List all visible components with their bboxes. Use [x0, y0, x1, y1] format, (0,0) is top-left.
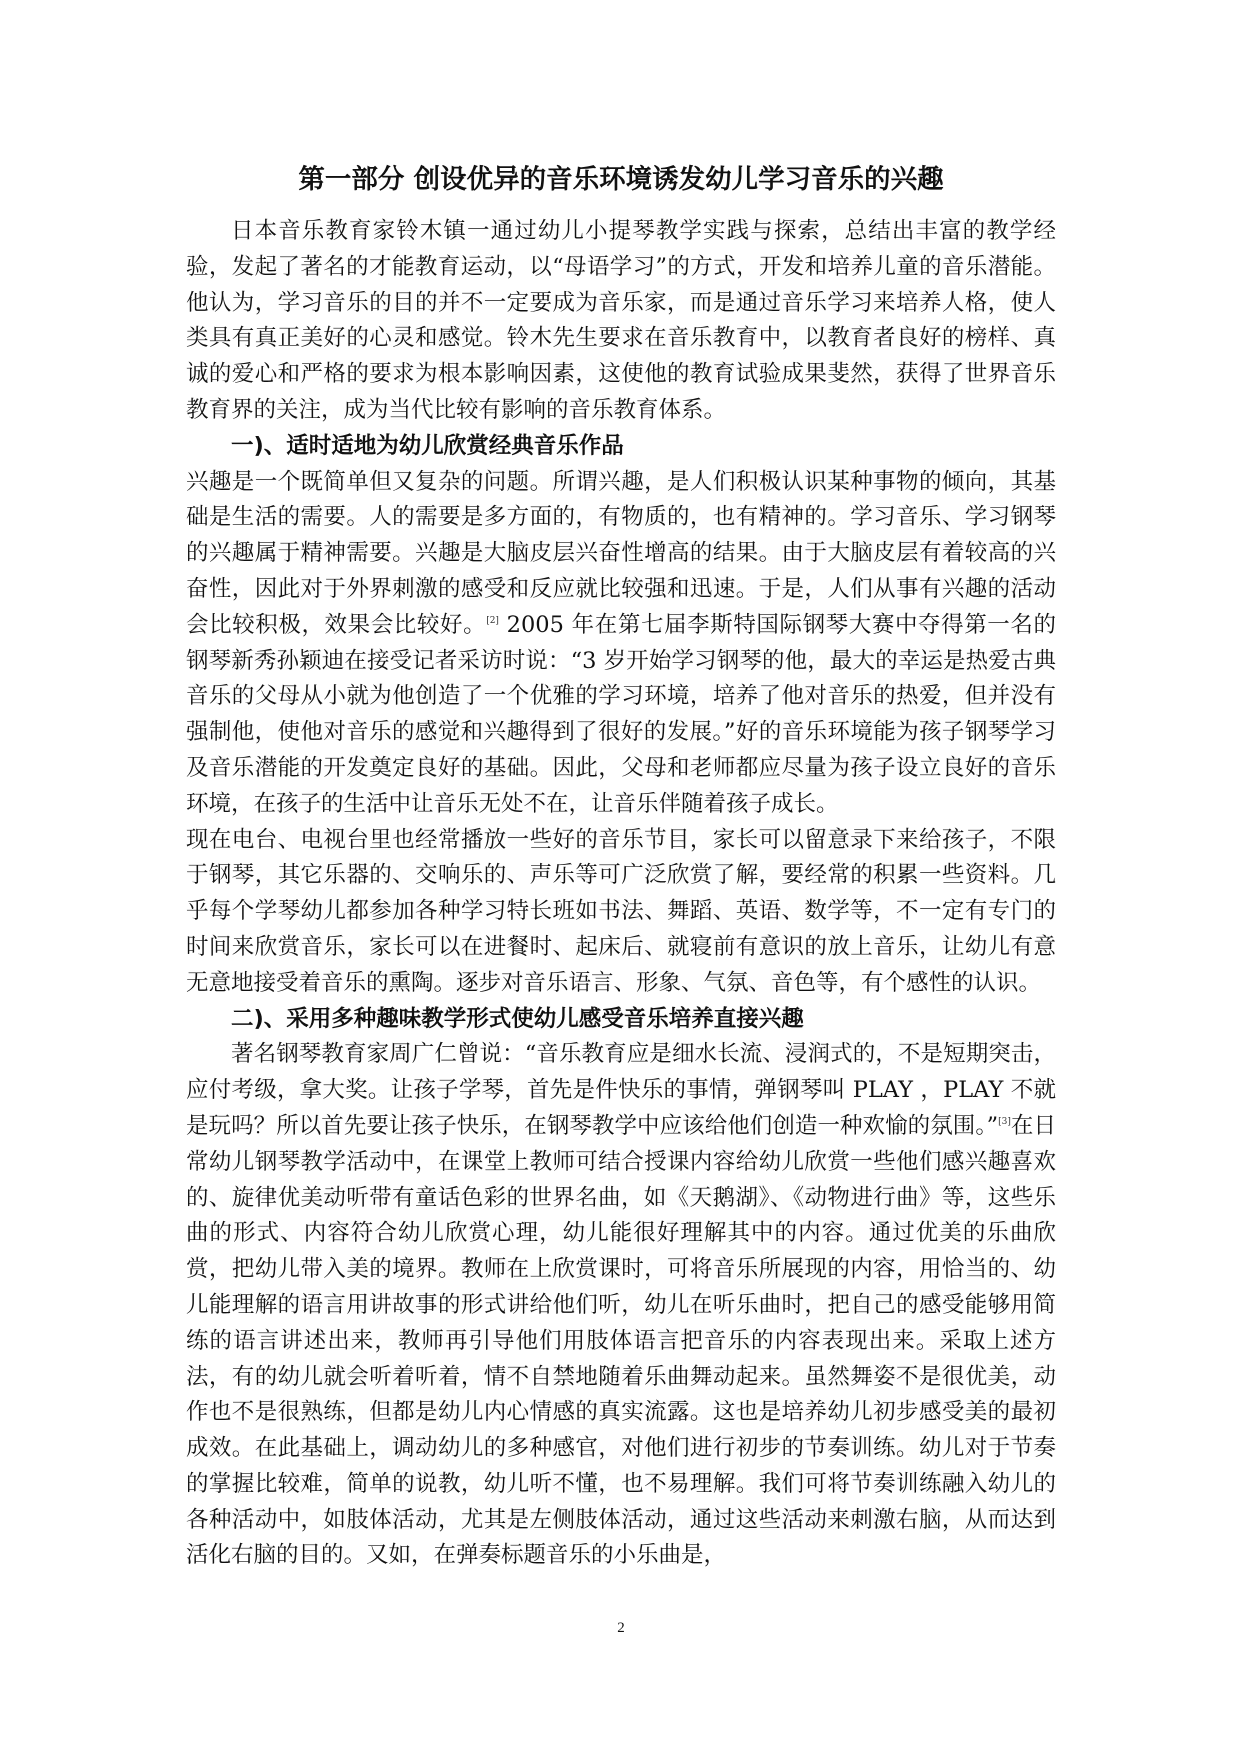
- section-1-paragraph-1-text: 兴趣是一个既简单但又复杂的问题。所谓兴趣，是人们积极认识某种事物的倾向，其基础是生活的需要。人的需要是多方面的，有物质的，也有精神的。学习音乐、学习钢琴的兴趣属于精神需要。兴趣是大脑皮层兴奋性增高的结果。由于大脑皮层有着较高的兴奋性，因此对于外界刺激的感受和反应就比较强和迅速。于是，人们从事有兴趣的活动会比较积极，效果会比较好。: [186, 468, 1056, 638]
- document-page: [186, 0, 1056, 1754]
- section-1-paragraph-2: 现在电台、电视台里也经常播放一些好的音乐节目，家长可以留意录下来给孩子，不限于钢琴，其它乐器的、交响乐的、声乐等可广泛欣赏了解，要经常的积累一些资料。几乎每个学琴幼儿都参加各种学习特长班如书法、舞蹈、英语、数学等，不一定有专门的时间来欣赏音乐，家长可以在进餐时、起床后、就寝前有意识的放上音乐，让幼儿有意无意地接受着音乐的熏陶。逐步对音乐语言、形象、气氛、音色等，有个感性的认识。: [186, 826, 1056, 996]
- section-1-heading: 一)、适时适地为幼儿欣赏经典音乐作品: [231, 432, 624, 459]
- citation-ref-2: [2]: [486, 615, 499, 626]
- citation-ref-3: [3]: [998, 1116, 1011, 1127]
- section-2-paragraph-1-text: 著名钢琴教育家周广仁曾说：“音乐教育应是细水长流、浸润式的，不是短期突击，应付考级，拿大奖。让孩子学琴，首先是件快乐的事情，弹钢琴叫 PLAY ，PLAY 不就是玩吗？所以首先要让孩子快乐，在钢琴教学中应该给他们创造一种欢愉的氛围。”: [186, 1041, 1056, 1139]
- intro-paragraph: 日本音乐教育家铃木镇一通过幼儿小提琴教学实践与探索，总结出丰富的教学经验，发起了著名的才能教育运动，以“母语学习”的方式，开发和培养儿童的音乐潜能。他认为，学习音乐的目的并不一定要成为音乐家，而是通过音乐学习来培养人格，使人类具有真正美好的心灵和感觉。铃木先生要求在音乐教育中，以教育者良好的榜样、真诚的爱心和严格的要求为根本影响因素，这使他的教育试验成果斐然，获得了世界音乐教育界的关注，成为当代比较有影响的音乐教育体系。: [186, 218, 1056, 423]
- page-number: 2: [617, 1620, 625, 1636]
- document-body: [186, 214, 1056, 1574]
- page-title: 第一部分 创设优异的音乐环境诱发幼儿学习音乐的兴趣: [298, 164, 944, 195]
- section-2-paragraph-1-text-continued: 在日常幼儿钢琴教学活动中，在课堂上教师可结合授课内容给幼儿欣赏一些他们感兴趣喜欢的、旋律优美动听带有童话色彩的世界名曲，如《天鹅湖》、《动物进行曲》等，这些乐曲的形式、内容符合幼儿欣赏心理，幼儿能很好理解其中的内容。通过优美的乐曲欣赏，把幼儿带入美的境界。教师在上欣赏课时，可将音乐所展现的内容，用恰当的、幼儿能理解的语言用讲故事的形式讲给他们听，幼儿在听乐曲时，把自己的感受能够用简练的语言讲述出来，教师再引导他们用肢体语言把音乐的内容表现出来。采取上述方法，有的幼儿就会听着听着，情不自禁地随着乐曲舞动起来。虽然舞姿不是很优美，动作也不是很熟练，但都是幼儿内心情感的真实流露。这也是培养幼儿初步感受美的最初成效。在此基础上，调动幼儿的多种感官，对他们进行初步的节奏训练。幼儿对于节奏的掌握比较难，简单的说教，幼儿听不懂，也不易理解。我们可将节奏训练融入幼儿的各种活动中，如肢体活动，尤其是左侧肢体活动，通过这些活动来刺激右脑，从而达到活化右脑的目的。又如，在弹奏标题音乐的小乐曲是，: [186, 1112, 1056, 1569]
- section-2-paragraph-1: [186, 1037, 1056, 1574]
- section-1-paragraph-1: [186, 465, 1056, 823]
- section-1-paragraph-1-text-continued: 2005 年在第七届李斯特国际钢琴大赛中夺得第一名的钢琴新秀孙颖迪在接受记者采访时说：“3 岁开始学习钢琴的他，最大的幸运是热爱古典音乐的父母从小就为他创造了一个优雅的学习环境，培养了他对音乐的热爱，但并没有强制他，使他对音乐的感觉和兴趣得到了很好的发展。”好的音乐环境能为孩子钢琴学习及音乐潜能的开发奠定良好的基础。因此，父母和老师都应尽量为孩子设立良好的音乐环境，在孩子的生活中让音乐无处不在，让音乐伴随着孩子成长。: [186, 611, 1056, 817]
- section-2-heading: 二)、采用多种趣味教学形式使幼儿感受音乐培养直接兴趣: [231, 1005, 804, 1032]
